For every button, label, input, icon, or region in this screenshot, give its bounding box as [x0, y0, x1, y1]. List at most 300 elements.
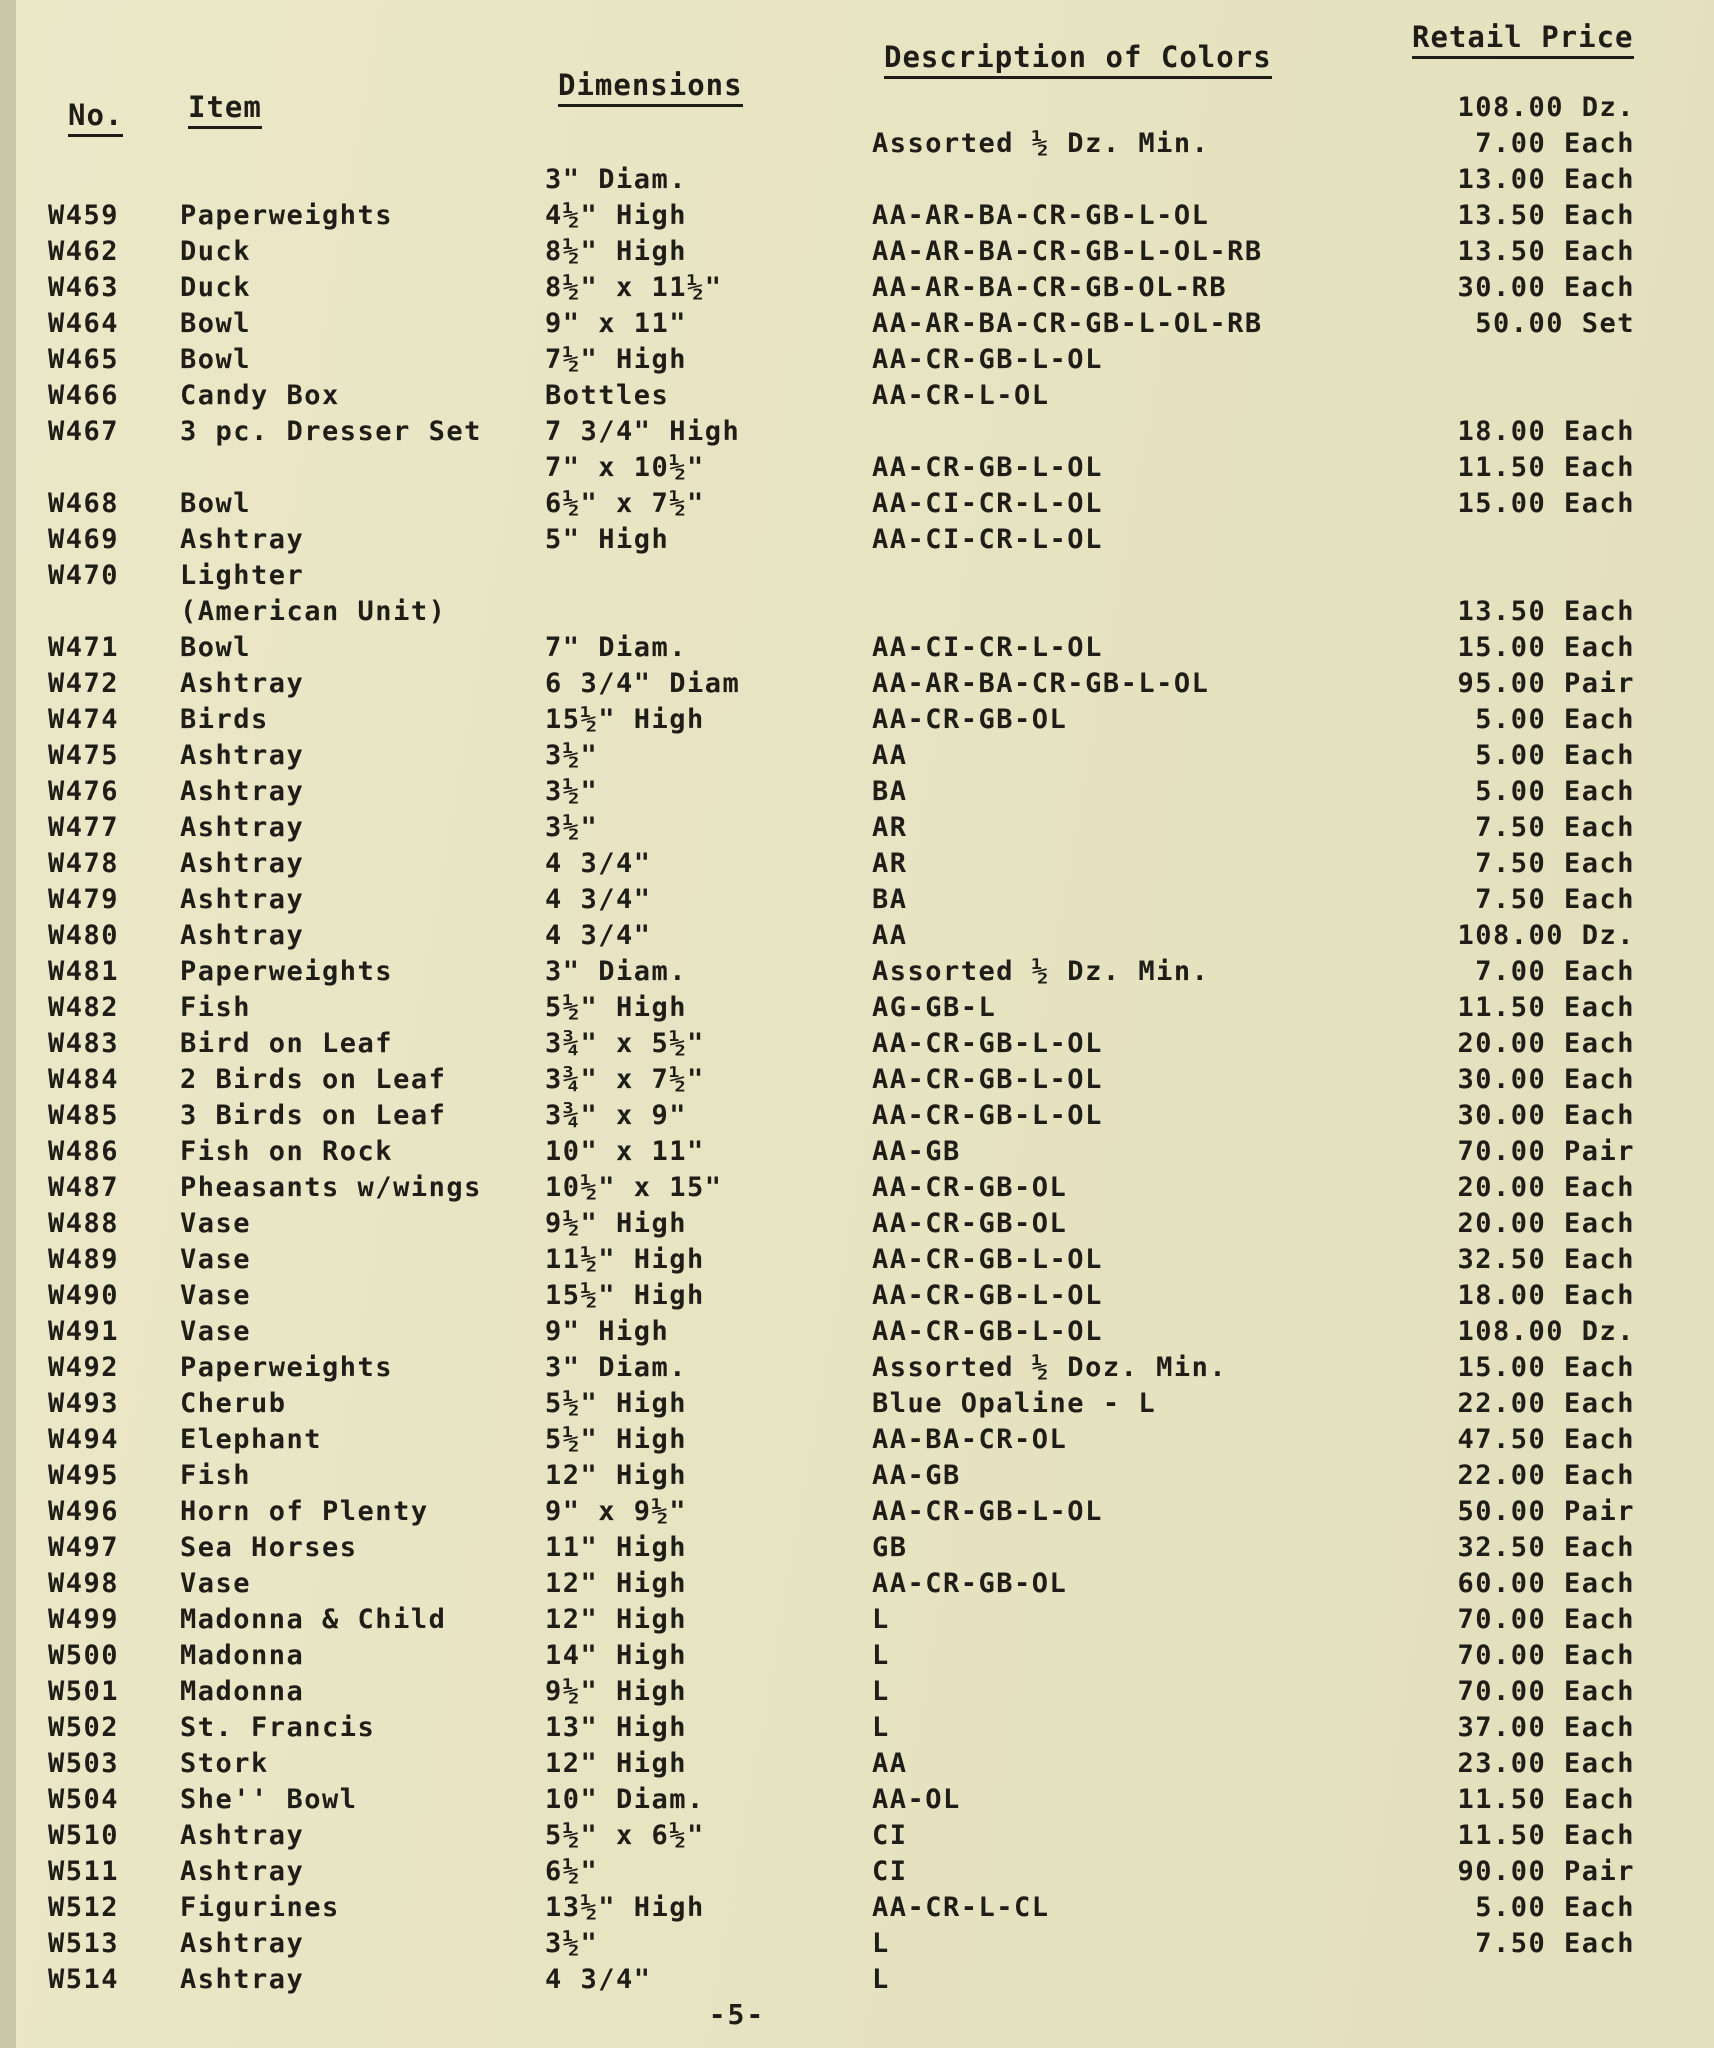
dimensions: 3½": [545, 776, 599, 807]
item-number: W484: [48, 1064, 120, 1095]
item-number: W480: [48, 920, 120, 951]
dimensions: 5½" x 6½": [545, 1820, 705, 1851]
dimensions: 10" x 11": [545, 1136, 705, 1167]
retail-price: 13.50 Each: [1457, 200, 1635, 231]
table-row: [0, 596, 1714, 632]
table-row: [0, 1388, 1714, 1424]
retail-price: 22.00 Each: [1457, 1388, 1635, 1419]
dimensions: 8½" High: [545, 236, 688, 267]
item-number: W504: [48, 1784, 120, 1815]
item-name: 3 Birds on Leaf: [180, 1100, 447, 1131]
header-dimensions: Dimensions: [558, 68, 743, 107]
dimensions: 9" High: [545, 1316, 670, 1347]
color-description: CI: [872, 1820, 908, 1851]
dimensions: 3¾" x 5½": [545, 1028, 705, 1059]
table-row: [0, 1028, 1714, 1064]
retail-price: 7.00 Each: [1475, 956, 1635, 987]
dimensions: 10" Diam.: [545, 1784, 705, 1815]
color-description: AA-CR-GB-OL: [872, 1172, 1068, 1203]
color-description: L: [872, 1928, 890, 1959]
table-row: [0, 812, 1714, 848]
dimensions: 5½" High: [545, 992, 688, 1023]
color-description: AA-CI-CR-L-OL: [872, 524, 1103, 555]
item-name: Bird on Leaf: [180, 1028, 394, 1059]
item-number: W469: [48, 524, 120, 555]
table-row: [0, 1856, 1714, 1892]
retail-price: 7.50 Each: [1475, 848, 1635, 879]
dimensions: 6 3/4" Diam: [545, 668, 741, 699]
color-description: CI: [872, 1856, 908, 1887]
item-number: W472: [48, 668, 120, 699]
dimensions: 5½" High: [545, 1424, 688, 1455]
dimensions: 3" Diam.: [545, 956, 688, 987]
dimensions: 8½" x 11½": [545, 272, 723, 303]
table-row: [0, 1208, 1714, 1244]
dimensions: 11" High: [545, 1532, 688, 1563]
table-row: [0, 1568, 1714, 1604]
item-number: W512: [48, 1892, 120, 1923]
table-row: [0, 848, 1714, 884]
table-row: [0, 668, 1714, 704]
color-description: BA: [872, 776, 908, 807]
table-row: [0, 452, 1714, 488]
item-number: W468: [48, 488, 120, 519]
table-row: [0, 1748, 1714, 1784]
item-name: Elephant: [180, 1424, 323, 1455]
item-number: W475: [48, 740, 120, 771]
dimensions: 4 3/4": [545, 920, 652, 951]
item-name: Ashtray: [180, 884, 305, 915]
retail-price: 23.00 Each: [1457, 1748, 1635, 1779]
item-number: W511: [48, 1856, 120, 1887]
dimensions: 3¾" x 9": [545, 1100, 688, 1131]
table-row: [0, 92, 1714, 128]
item-number: W495: [48, 1460, 120, 1491]
retail-price: 13.50 Each: [1457, 596, 1635, 627]
table-row: [0, 1820, 1714, 1856]
item-number: W474: [48, 704, 120, 735]
item-number: W471: [48, 632, 120, 663]
item-name: Lighter: [180, 560, 305, 591]
color-description: AA-CR-GB-L-OL: [872, 452, 1103, 483]
color-description: AA-CR-GB-L-OL: [872, 1280, 1103, 1311]
retail-price: 5.00 Each: [1475, 704, 1635, 735]
dimensions: 6½" x 7½": [545, 488, 705, 519]
item-number: W466: [48, 380, 120, 411]
dimensions: 12" High: [545, 1568, 688, 1599]
item-name: 2 Birds on Leaf: [180, 1064, 447, 1095]
color-description: AA-CI-CR-L-OL: [872, 632, 1103, 663]
dimensions: Bottles: [545, 380, 670, 411]
dimensions: 4 3/4": [545, 848, 652, 879]
color-description: AA: [872, 1748, 908, 1779]
table-row: [0, 344, 1714, 380]
table-row: [0, 1676, 1714, 1712]
table-row: [0, 1352, 1714, 1388]
price-list-table: [0, 92, 1714, 2000]
item-name: Ashtray: [180, 1928, 305, 1959]
dimensions: 3" Diam.: [545, 1352, 688, 1383]
item-number: W514: [48, 1964, 120, 1995]
header-description: Description of Colors: [884, 40, 1272, 79]
retail-price: 32.50 Each: [1457, 1532, 1635, 1563]
item-name: Ashtray: [180, 1856, 305, 1887]
retail-price: 20.00 Each: [1457, 1172, 1635, 1203]
retail-price: 11.50 Each: [1457, 1820, 1635, 1851]
color-description: AA: [872, 740, 908, 771]
item-name: Ashtray: [180, 740, 305, 771]
item-number: W485: [48, 1100, 120, 1131]
table-row: [0, 1280, 1714, 1316]
table-row: [0, 1172, 1714, 1208]
color-description: Assorted ½ Doz. Min.: [872, 1352, 1228, 1383]
table-row: [0, 1424, 1714, 1460]
table-row: [0, 272, 1714, 308]
item-number: W487: [48, 1172, 120, 1203]
item-name: Pheasants w/wings: [180, 1172, 482, 1203]
dimensions: 12" High: [545, 1748, 688, 1779]
dimensions: 5½" High: [545, 1388, 688, 1419]
retail-price: 20.00 Each: [1457, 1028, 1635, 1059]
item-number: W488: [48, 1208, 120, 1239]
item-number: W489: [48, 1244, 120, 1275]
item-name: Ashtray: [180, 1964, 305, 1995]
item-number: W492: [48, 1352, 120, 1383]
dimensions: 12" High: [545, 1460, 688, 1491]
color-description: AA-AR-BA-CR-GB-OL-RB: [872, 272, 1228, 303]
retail-price: 11.50 Each: [1457, 452, 1635, 483]
color-description: AA-CI-CR-L-OL: [872, 488, 1103, 519]
retail-price: 5.00 Each: [1475, 740, 1635, 771]
table-row: [0, 704, 1714, 740]
item-number: W477: [48, 812, 120, 843]
color-description: AA-CR-GB-L-OL: [872, 344, 1103, 375]
color-description: Blue Opaline - L: [872, 1388, 1157, 1419]
item-name: Sea Horses: [180, 1532, 358, 1563]
color-description: GB: [872, 1532, 908, 1563]
item-name: Duck: [180, 236, 252, 267]
table-row: [0, 632, 1714, 668]
item-number: W478: [48, 848, 120, 879]
table-row: [0, 1784, 1714, 1820]
retail-price: 22.00 Each: [1457, 1460, 1635, 1491]
item-name: Madonna: [180, 1676, 305, 1707]
color-description: AG-GB-L: [872, 992, 997, 1023]
color-description: AA-CR-GB-OL: [872, 1568, 1068, 1599]
dimensions: 7 3/4" High: [545, 416, 741, 447]
retail-price: 20.00 Each: [1457, 1208, 1635, 1239]
item-name: Madonna & Child: [180, 1604, 447, 1635]
item-name: Duck: [180, 272, 252, 303]
color-description: AA: [872, 920, 908, 951]
retail-price: 30.00 Each: [1457, 1100, 1635, 1131]
color-description: AR: [872, 812, 908, 843]
table-row: [0, 1640, 1714, 1676]
dimensions: 9" x 9½": [545, 1496, 688, 1527]
table-row: [0, 740, 1714, 776]
dimensions: 7½" High: [545, 344, 688, 375]
item-number: W496: [48, 1496, 120, 1527]
item-number: W465: [48, 344, 120, 375]
table-row: [0, 560, 1714, 596]
color-description: AA-CR-GB-L-OL: [872, 1100, 1103, 1131]
dimensions: 4½" High: [545, 200, 688, 231]
dimensions: 9" x 11": [545, 308, 688, 339]
dimensions: 4 3/4": [545, 1964, 652, 1995]
item-name: St. Francis: [180, 1712, 376, 1743]
item-name: Stork: [180, 1748, 269, 1779]
item-number: W502: [48, 1712, 120, 1743]
retail-price: 70.00 Each: [1457, 1676, 1635, 1707]
retail-price: 13.50 Each: [1457, 236, 1635, 267]
item-name: Vase: [180, 1208, 252, 1239]
item-name: Ashtray: [180, 1820, 305, 1851]
retail-price: 95.00 Pair: [1457, 668, 1635, 699]
dimensions: 7" x 10½": [545, 452, 705, 483]
retail-price: 90.00 Pair: [1457, 1856, 1635, 1887]
retail-price: 47.50 Each: [1457, 1424, 1635, 1455]
color-description: L: [872, 1676, 890, 1707]
item-name: Ashtray: [180, 524, 305, 555]
item-name: Vase: [180, 1280, 252, 1311]
retail-price: 50.00 Pair: [1457, 1496, 1635, 1527]
item-name: Candy Box: [180, 380, 340, 411]
dimensions: 14" High: [545, 1640, 688, 1671]
color-description: AA-CR-GB-OL: [872, 1208, 1068, 1239]
retail-price: 30.00 Each: [1457, 272, 1635, 303]
color-description: AA-CR-L-CL: [872, 1892, 1050, 1923]
retail-price: 11.50 Each: [1457, 992, 1635, 1023]
table-row: [0, 524, 1714, 560]
item-name: She'' Bowl: [180, 1784, 358, 1815]
retail-price: 32.50 Each: [1457, 1244, 1635, 1275]
dimensions: 4 3/4": [545, 884, 652, 915]
color-description: L: [872, 1604, 890, 1635]
header-retail-price: Retail Price: [1412, 20, 1634, 59]
retail-price: 18.00 Each: [1457, 416, 1635, 447]
color-description: AA-CR-GB-OL: [872, 704, 1068, 735]
color-description: AA-CR-GB-L-OL: [872, 1244, 1103, 1275]
dimensions: 13½" High: [545, 1892, 705, 1923]
item-name: Bowl: [180, 488, 252, 519]
color-description: AA-AR-BA-CR-GB-L-OL-RB: [872, 308, 1263, 339]
retail-price: 30.00 Each: [1457, 1064, 1635, 1095]
item-name: Paperweights: [180, 200, 394, 231]
table-row: [0, 884, 1714, 920]
item-number: W503: [48, 1748, 120, 1779]
item-number: W479: [48, 884, 120, 915]
item-number: W481: [48, 956, 120, 987]
item-number: W499: [48, 1604, 120, 1635]
table-row: [0, 1712, 1714, 1748]
color-description: AA-AR-BA-CR-GB-L-OL-RB: [872, 236, 1263, 267]
dimensions: 6½": [545, 1856, 599, 1887]
retail-price: 15.00 Each: [1457, 632, 1635, 663]
item-name: Vase: [180, 1244, 252, 1275]
item-number: W470: [48, 560, 120, 591]
color-description: AR: [872, 848, 908, 879]
table-row: [0, 1604, 1714, 1640]
item-name: Ashtray: [180, 776, 305, 807]
dimensions: 3½": [545, 812, 599, 843]
table-row: [0, 308, 1714, 344]
item-name: Madonna: [180, 1640, 305, 1671]
retail-price: 108.00 Dz.: [1457, 92, 1635, 123]
retail-price: 5.00 Each: [1475, 776, 1635, 807]
item-name: Ashtray: [180, 812, 305, 843]
item-name: Paperweights: [180, 956, 394, 987]
retail-price: 18.00 Each: [1457, 1280, 1635, 1311]
color-description: AA-CR-GB-L-OL: [872, 1316, 1103, 1347]
dimensions: 3½": [545, 1928, 599, 1959]
color-description: AA-GB: [872, 1136, 961, 1167]
dimensions: 10½" x 15": [545, 1172, 723, 1203]
retail-price: 7.50 Each: [1475, 884, 1635, 915]
item-number: W490: [48, 1280, 120, 1311]
item-number: W513: [48, 1928, 120, 1959]
retail-price: 37.00 Each: [1457, 1712, 1635, 1743]
dimensions: 3¾" x 7½": [545, 1064, 705, 1095]
item-name: Bowl: [180, 632, 252, 663]
retail-price: 108.00 Dz.: [1457, 920, 1635, 951]
item-name: Paperweights: [180, 1352, 394, 1383]
table-row: [0, 380, 1714, 416]
table-row: [0, 1244, 1714, 1280]
table-row: [0, 1316, 1714, 1352]
item-name: Ashtray: [180, 920, 305, 951]
retail-price: 13.00 Each: [1457, 164, 1635, 195]
dimensions: 5" High: [545, 524, 670, 555]
color-description: AA-CR-GB-L-OL: [872, 1496, 1103, 1527]
table-row: [0, 164, 1714, 200]
item-number: W501: [48, 1676, 120, 1707]
table-row: [0, 1964, 1714, 2000]
color-description: AA-AR-BA-CR-GB-L-OL: [872, 200, 1210, 231]
table-row: [0, 1100, 1714, 1136]
item-name: Figurines: [180, 1892, 340, 1923]
dimensions: 13" High: [545, 1712, 688, 1743]
item-name: Fish on Rock: [180, 1136, 394, 1167]
item-number: W510: [48, 1820, 120, 1851]
item-name: Fish: [180, 992, 252, 1023]
item-number: W500: [48, 1640, 120, 1671]
retail-price: 15.00 Each: [1457, 1352, 1635, 1383]
item-number: W464: [48, 308, 120, 339]
table-row: [0, 992, 1714, 1028]
retail-price: 70.00 Each: [1457, 1640, 1635, 1671]
color-description: AA-CR-GB-L-OL: [872, 1064, 1103, 1095]
color-description: Assorted ½ Dz. Min.: [872, 128, 1210, 159]
item-name: 3 pc. Dresser Set: [180, 416, 482, 447]
retail-price: 7.50 Each: [1475, 1928, 1635, 1959]
item-name: Birds: [180, 704, 269, 735]
item-name: Bowl: [180, 344, 252, 375]
dimensions: 7" Diam.: [545, 632, 688, 663]
item-number: W462: [48, 236, 120, 267]
dimensions: 11½" High: [545, 1244, 705, 1275]
color-description: AA-AR-BA-CR-GB-L-OL: [872, 668, 1210, 699]
item-number: W498: [48, 1568, 120, 1599]
color-description: L: [872, 1712, 890, 1743]
table-row: [0, 1064, 1714, 1100]
item-name: Cherub: [180, 1388, 287, 1419]
item-name: Vase: [180, 1316, 252, 1347]
retail-price: 50.00 Set: [1475, 308, 1635, 339]
dimensions: 3" Diam.: [545, 164, 688, 195]
table-row: [0, 236, 1714, 272]
table-row: [0, 920, 1714, 956]
item-number: W459: [48, 200, 120, 231]
color-description: AA-GB: [872, 1460, 961, 1491]
dimensions: 9½" High: [545, 1208, 688, 1239]
table-row: [0, 1532, 1714, 1568]
table-row: [0, 1928, 1714, 1964]
item-number: W486: [48, 1136, 120, 1167]
retail-price: 7.00 Each: [1475, 128, 1635, 159]
table-row: [0, 128, 1714, 164]
color-description: L: [872, 1640, 890, 1671]
table-row: [0, 1460, 1714, 1496]
item-name: (American Unit): [180, 596, 447, 627]
table-row: [0, 1136, 1714, 1172]
color-description: AA-OL: [872, 1784, 961, 1815]
retail-price: 70.00 Pair: [1457, 1136, 1635, 1167]
color-description: AA-CR-GB-L-OL: [872, 1028, 1103, 1059]
retail-price: 108.00 Dz.: [1457, 1316, 1635, 1347]
dimensions: 15½" High: [545, 704, 705, 735]
item-name: Ashtray: [180, 848, 305, 879]
item-number: W467: [48, 416, 120, 447]
item-number: W491: [48, 1316, 120, 1347]
color-description: BA: [872, 884, 908, 915]
retail-price: 15.00 Each: [1457, 488, 1635, 519]
color-description: L: [872, 1964, 890, 1995]
table-row: [0, 776, 1714, 812]
table-row: [0, 1496, 1714, 1532]
page-footer: [0, 1998, 1714, 2031]
table-row: [0, 200, 1714, 236]
dimensions: 9½" High: [545, 1676, 688, 1707]
header-no: No.: [68, 98, 123, 137]
table-row: [0, 416, 1714, 452]
table-row: [0, 956, 1714, 992]
color-description: AA-BA-CR-OL: [872, 1424, 1068, 1455]
item-number: W493: [48, 1388, 120, 1419]
color-description: Assorted ½ Dz. Min.: [872, 956, 1210, 987]
retail-price: 11.50 Each: [1457, 1784, 1635, 1815]
item-number: W494: [48, 1424, 120, 1455]
item-name: Fish: [180, 1460, 252, 1491]
dimensions: 15½" High: [545, 1280, 705, 1311]
item-name: Horn of Plenty: [180, 1496, 429, 1527]
retail-price: 7.50 Each: [1475, 812, 1635, 843]
header-item: Item: [188, 90, 262, 129]
item-name: Bowl: [180, 308, 252, 339]
page-number: -5-: [708, 1998, 766, 2031]
item-number: W463: [48, 272, 120, 303]
table-row: [0, 488, 1714, 524]
dimensions: 12" High: [545, 1604, 688, 1635]
item-number: W476: [48, 776, 120, 807]
retail-price: 60.00 Each: [1457, 1568, 1635, 1599]
item-number: W483: [48, 1028, 120, 1059]
item-number: W482: [48, 992, 120, 1023]
dimensions: 3½": [545, 740, 599, 771]
item-number: W497: [48, 1532, 120, 1563]
item-name: Ashtray: [180, 668, 305, 699]
retail-price: 70.00 Each: [1457, 1604, 1635, 1635]
retail-price: 5.00 Each: [1475, 1892, 1635, 1923]
